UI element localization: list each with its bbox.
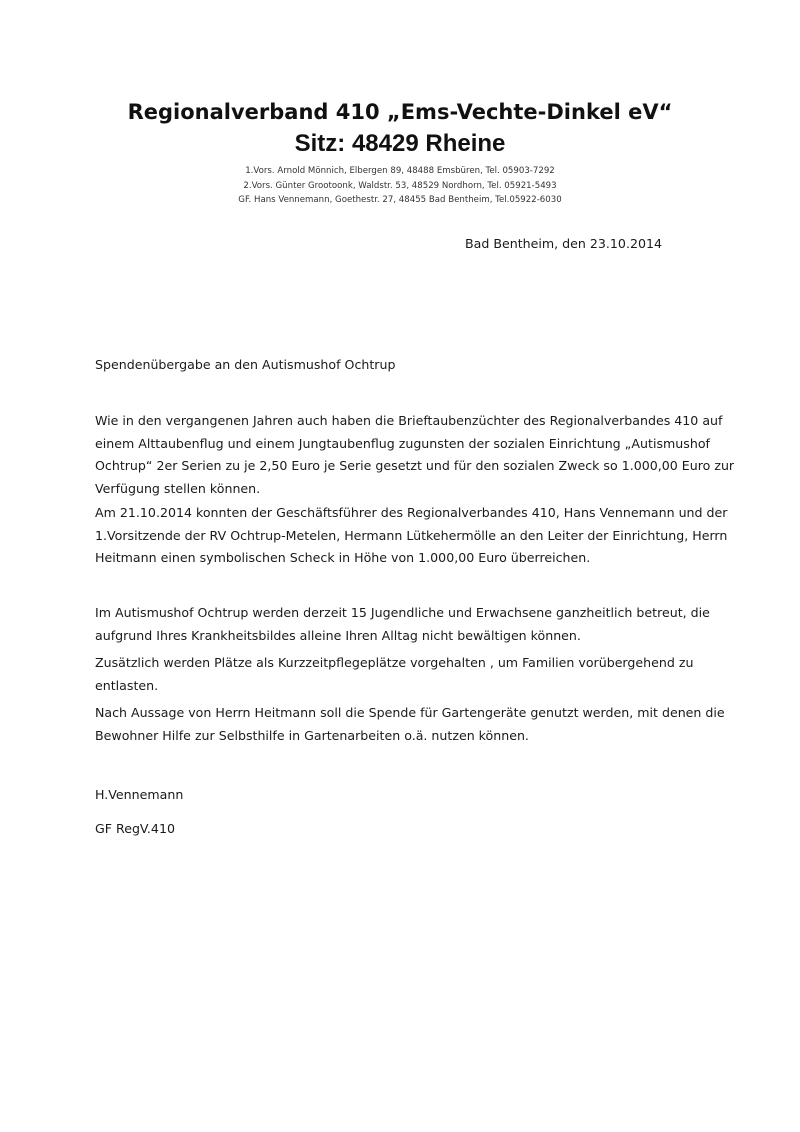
letter-subject: Spendenübergabe an den Autismushof Ochtrup: [95, 357, 396, 372]
signature-role: GF RegV.410: [95, 821, 175, 836]
paragraph-line: Bewohner Hilfe zur Selbsthilfe in Gartenarbeiten o.ä. nutzen können.: [95, 727, 529, 743]
organization-name: Regionalverband 410 „Ems-Vechte-Dinkel eV“: [127, 100, 673, 124]
paragraph-line: entlasten.: [95, 677, 159, 693]
place-and-date: Bad Bentheim, den 23.10.2014: [465, 236, 662, 251]
paragraph-care: [95, 602, 715, 647]
paragraph-line: Zusätzlich werden Plätze als Kurzzeitpflegeplätze vorgehalten , um Familien vorübergehend zu: [95, 655, 694, 670]
signature-name: H.Vennemann: [95, 787, 184, 802]
paragraph-line: Am 21.10.2014 konnten der Geschäftsführer des Regionalverbandes 410, Hans Vennemann und der: [95, 505, 728, 520]
contact-line-vice-chair: 2.Vors. Günter Grootoonk, Waldstr. 53, 48529 Nordhorn, Tel. 05921-5493: [243, 180, 557, 191]
paragraph-line: aufgrund Ihres Krankheitsbildes alleine Ihren Alltag nicht bewältigen können.: [95, 627, 581, 643]
paragraph-line: 1.Vorsitzende der RV Ochtrup-Metelen, Hermann Lütkehermölle an den Leiter der Einrichtung, Herrn: [95, 527, 728, 543]
contact-line-chair: 1.Vors. Arnold Mönnich, Elbergen 89, 48488 Emsbüren, Tel. 05903-7292: [245, 166, 555, 176]
paragraph-line: Im Autismushof Ochtrup werden derzeit 15 Jugendliche und Erwachsene ganzheitlich betreut, die: [95, 605, 710, 620]
paragraph-line: Verfügung stellen können.: [95, 480, 261, 496]
paragraph-line: Nach Aussage von Herrn Heitmann soll die Spende für Gartengeräte genutzt werden, mit denen die: [95, 705, 725, 720]
paragraph-short-term-care: [95, 652, 715, 697]
paragraph-line: Wie in den vergangenen Jahren auch haben die Brieftaubenzüchter des Regionalverbandes 410 auf: [95, 413, 723, 428]
paragraph-line: einem Alttaubenflug und einem Jungtaubenflug zugunsten der sozialen Einrichtung „Autismushof: [95, 435, 710, 451]
paragraph-line: Heitmann einen symbolischen Scheck in Höhe von 1.000,00 Euro überreichen.: [95, 550, 591, 565]
contact-line-manager: GF. Hans Vennemann, Goethestr. 27, 48455 Bad Bentheim, Tel.05922-6030: [238, 195, 562, 205]
paragraph-usage: [95, 702, 725, 747]
paragraph-donation: [95, 410, 735, 500]
paragraph-line: Ochtrup“ 2er Serien zu je 2,50 Euro je Serie gesetzt und für den sozialen Zweck so 1.000,00 Euro zur: [95, 458, 735, 473]
organization-seat: Sitz: 48429 Rheine: [294, 130, 506, 157]
paragraph-handover: [95, 502, 728, 570]
contact-list: [0, 164, 800, 208]
